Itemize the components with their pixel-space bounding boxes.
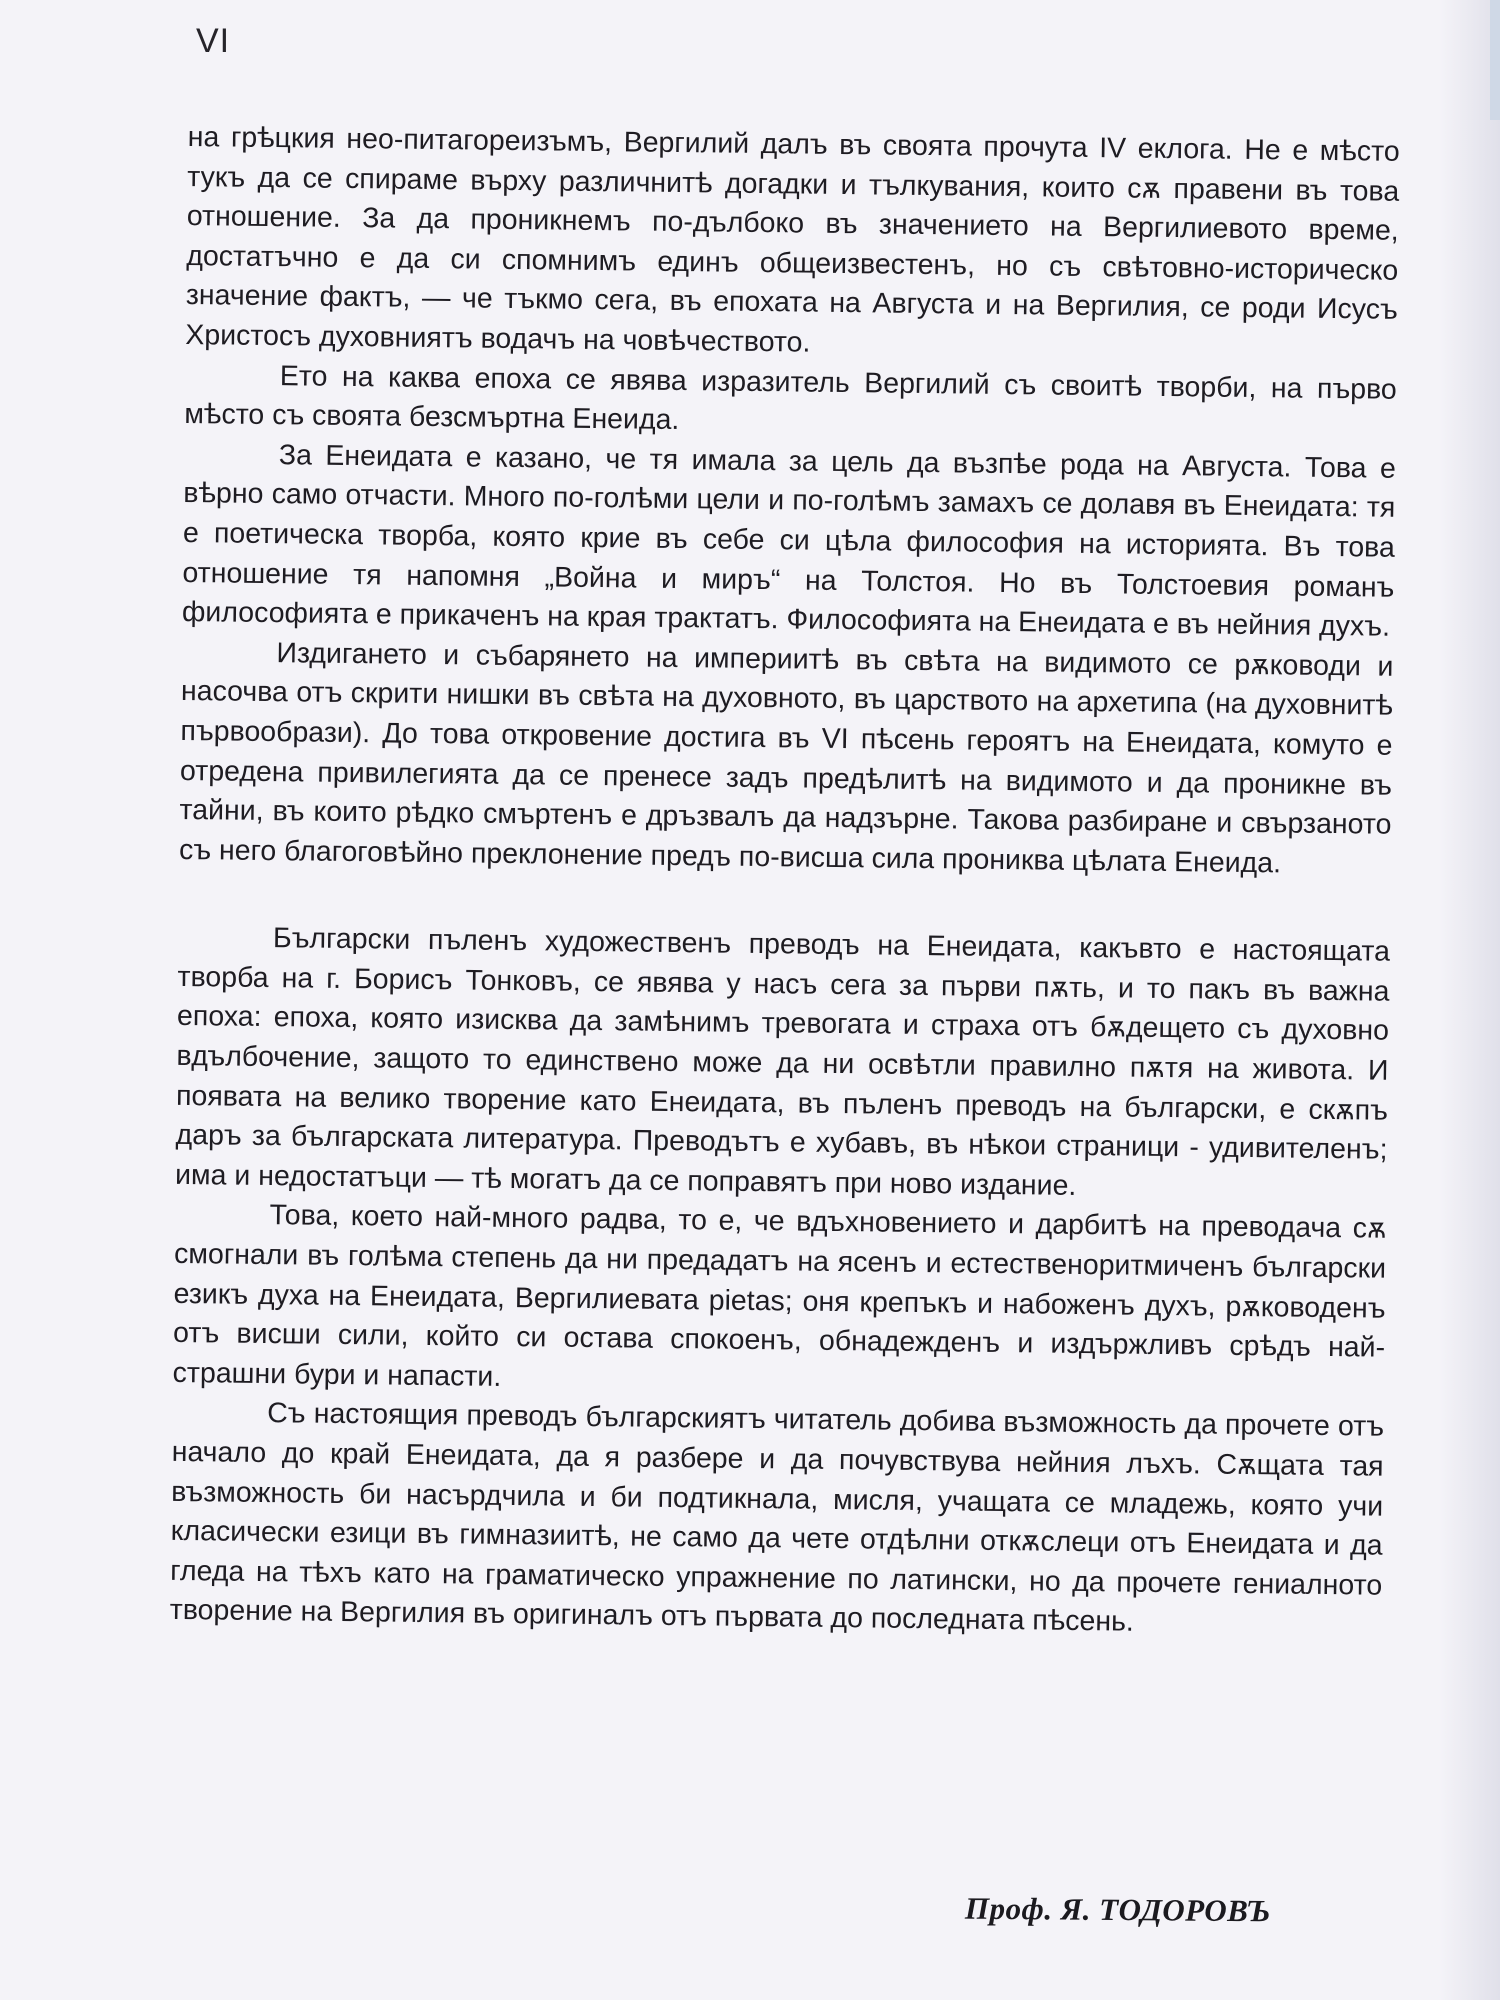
adjacent-page-edge [1490,0,1500,120]
paragraph-3: За Енеидата е казано, че тя имала за цель да възпѣе рода на Августа. Това е вѣрно само отчасти. Много по-голѣми цели и по-голѣмъ замахъ се долавя въ Енеидата: тя е поетическа творба, която крие въ себе си цѣла философия на историята. Въ това отношение тя напомня „Война и миръ“ на Толстоя. Но въ Толстоевия романъ философията е прикаченъ на края трактатъ. Философията на Енеидата е въ нейния духъ. [181,438,1397,643]
paragraph-2: Ето на каква епоха се явява изразитель Вергилий съ своитѣ творби, на първо мѣсто съ своята безсмъртна Енеида. [184,359,1397,437]
author-signature: Проф. Я. ТОДОРОВЪ [964,1890,1272,1929]
paragraph-4: Издигането и събарянето на империитѣ въ свѣта на видимото се рѫководи и насочва отъ скрити нишки въ свѣта на духовното, въ царството на архетипа (на духовнитѣ първообрази). До това откровение достига въ VI пѣсень героятъ на Енеидата, комуто е отредена привилегията да се пренесе задъ предѣлитѣ на видимото и да проникне въ тайни, въ които рѣдко смъртенъ е дръзвалъ да надзърне. Такова разбиране и свързаното съ него благоговѣйно преклонение предъ по-висша сила прониква цѣлата Енеида. [178,636,1394,880]
body-text [170,118,1400,1646]
page-number: VI [196,22,231,60]
paragraph-5: Български пъленъ художественъ преводъ на Енеидата, какъвто е настоящата творба на г. Борисъ Тонковъ, се явява у насъ сега за първи пѫть, и то пакъ въ важна епоха: епоха, която изисква да замѣнимъ тревогата и страха отъ бѫдещето съ духовно вдълбочение, защото то единствено може да ни освѣтли правилно пѫтя на живота. И появата на велико творение като Енеидата, въ пъленъ преводъ на български, е скѫпъ даръ за българската литература. Преводътъ е хубавъ, въ нѣкои страници - удивителенъ; има и недостатъци — тѣ могатъ да се поправятъ при ново издание. [174,922,1391,1202]
paragraph-7: Съ настоящия преводъ българскиятъ читатель добива възможность да прочете отъ начало до край Енеидата, да я разбере и да почувствува нейния лъхъ. Сѫщата тая възможность би насърдчила и би подтикнала, мисля, учащата се младежь, която учи класически езици въ гимназиитѣ, не само да чете отдѣлни откѫслеци отъ Енеидата и да гледа на тѣхъ като на граматическо упражнение по латински, но да прочете гениалното творение на Вергилия въ оригиналъ отъ първата до последната пѣсень. [169,1397,1385,1639]
page-edge-shadow [1440,0,1500,2000]
paragraph-6: Това, което най-много радва, то е, че вдъхновението и дарбитѣ на преводача сѫ смогнали въ голѣма степень да ни предадатъ на ясенъ и естественоритмиченъ български езикъ духа на Енеидата, Вергилиевата pietas; оня крепъкъ и набоженъ духъ, рѫководенъ отъ висши сили, който си остава спокоенъ, обнадежденъ и издържливъ срѣдъ най-страшни бури и напасти. [172,1199,1387,1393]
paragraph-1: на грѣцкия нео-питагореизъмъ, Вергилий далъ въ своята прочута IV еклога. Не е мѣсто тукъ да се спираме върху различнитѣ догадки и тълкувания, които сѫ правени въ това отношение. За да проникнемъ по-дълбоко въ значението на Вергилиевото време, достатъчно е да си спомнимъ единъ общеизвестенъ, но съ свѣтовно-историческо значение фактъ, — че тъкмо сега, въ епохата на Августа и на Вергилия, се роди Исусъ Христосъ духовниятъ водачъ на човѣчеството. [185,120,1400,359]
